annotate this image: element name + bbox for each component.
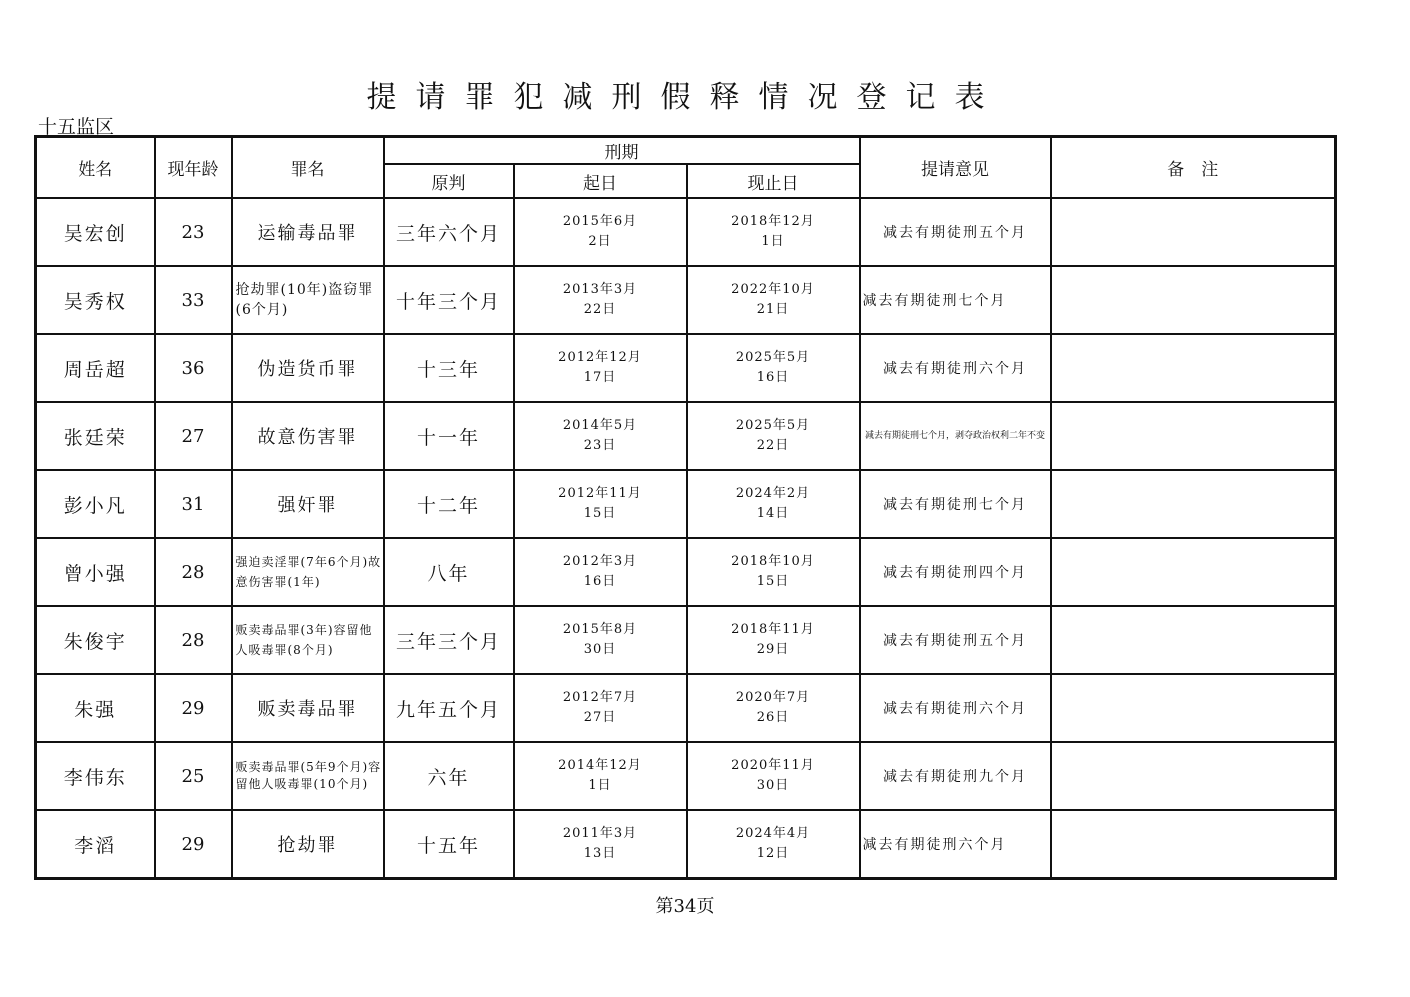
- table-row: [36, 674, 1336, 742]
- cell-end: [687, 742, 860, 810]
- prison-area-label: 十五监区: [38, 116, 115, 138]
- table-row: [36, 198, 1336, 266]
- cell-original: 十二年: [384, 470, 514, 538]
- cell-name: 朱强: [36, 674, 155, 742]
- start-month: 2012年11月: [558, 486, 642, 501]
- header-opinion: 提请意见: [860, 137, 1051, 199]
- cell-remark: [1051, 470, 1336, 538]
- cell-original: 三年三个月: [384, 606, 514, 674]
- cell-opinion: 减去有期徒刑七个月，剥夺政治权利二年不变: [860, 402, 1051, 470]
- cell-name: 朱俊宇: [36, 606, 155, 674]
- end-day: 21日: [756, 302, 790, 317]
- header-age: 现年龄: [155, 137, 232, 199]
- cell-age: 23: [155, 198, 232, 266]
- cell-name: 李伟东: [36, 742, 155, 810]
- end-month: 2025年5月: [735, 418, 811, 433]
- cell-age: 29: [155, 810, 232, 879]
- cell-opinion: 减去有期徒刑六个月: [860, 674, 1051, 742]
- start-day: 2日: [588, 234, 612, 249]
- cell-original: 十年三个月: [384, 266, 514, 334]
- cell-original: 三年六个月: [384, 198, 514, 266]
- cell-start: [514, 810, 687, 879]
- table-row: [36, 334, 1336, 402]
- page-title: 提请罪犯减刑假释情况登记表: [366, 80, 1004, 115]
- end-month: 2018年10月: [731, 554, 815, 569]
- cell-remark: [1051, 334, 1336, 402]
- start-day: 17日: [583, 370, 617, 385]
- start-day: 22日: [583, 302, 617, 317]
- cell-start: [514, 538, 687, 606]
- cell-end: [687, 810, 860, 879]
- cell-age: 33: [155, 266, 232, 334]
- header-original: 原判: [384, 164, 514, 198]
- end-day: 26日: [756, 710, 790, 725]
- cell-start: [514, 674, 687, 742]
- cell-end: [687, 334, 860, 402]
- cell-age: 28: [155, 538, 232, 606]
- cell-remark: [1051, 402, 1336, 470]
- cell-age: 29: [155, 674, 232, 742]
- cell-name: 周岳超: [36, 334, 155, 402]
- cell-opinion: 减去有期徒刑七个月: [860, 470, 1051, 538]
- start-month: 2014年5月: [562, 418, 638, 433]
- cell-crime: 抢劫罪: [232, 810, 384, 879]
- cell-opinion: 减去有期徒刑四个月: [860, 538, 1051, 606]
- cell-end: [687, 538, 860, 606]
- cell-name: 曾小强: [36, 538, 155, 606]
- cell-crime: 贩卖毒品罪(5年9个月)容留他人吸毒罪(10个月): [232, 742, 384, 810]
- end-day: 15日: [756, 574, 790, 589]
- start-day: 30日: [583, 642, 617, 657]
- table-row: [36, 538, 1336, 606]
- header-remark: 备 注: [1051, 137, 1336, 199]
- header-name: 姓名: [36, 137, 155, 199]
- cell-age: 27: [155, 402, 232, 470]
- cell-crime: 故意伤害罪: [232, 402, 384, 470]
- end-month: 2025年5月: [735, 350, 811, 365]
- cell-opinion: 减去有期徒刑六个月: [860, 810, 1051, 879]
- cell-crime: 运输毒品罪: [232, 198, 384, 266]
- cell-crime: 伪造货币罪: [232, 334, 384, 402]
- header-start: 起日: [514, 164, 687, 198]
- end-day: 12日: [756, 846, 790, 861]
- cell-original: 六年: [384, 742, 514, 810]
- cell-end: [687, 402, 860, 470]
- start-day: 16日: [583, 574, 617, 589]
- end-day: 1日: [761, 234, 785, 249]
- table-row: [36, 470, 1336, 538]
- cell-original: 十五年: [384, 810, 514, 879]
- cell-remark: [1051, 742, 1336, 810]
- end-month: 2018年12月: [731, 214, 815, 229]
- cell-start: [514, 742, 687, 810]
- header-crime: 罪名: [232, 137, 384, 199]
- end-day: 29日: [756, 642, 790, 657]
- end-month: 2024年2月: [735, 486, 811, 501]
- start-month: 2011年3月: [562, 826, 638, 841]
- cell-crime: 贩卖毒品罪: [232, 674, 384, 742]
- cell-name: 张廷荣: [36, 402, 155, 470]
- end-month: 2020年7月: [735, 690, 811, 705]
- start-day: 13日: [583, 846, 617, 861]
- cell-opinion: 减去有期徒刑六个月: [860, 334, 1051, 402]
- cell-remark: [1051, 538, 1336, 606]
- table-row: [36, 266, 1336, 334]
- end-month: 2018年11月: [731, 622, 815, 637]
- start-month: 2012年3月: [562, 554, 638, 569]
- cell-age: 31: [155, 470, 232, 538]
- cell-end: [687, 606, 860, 674]
- cell-age: 36: [155, 334, 232, 402]
- cell-remark: [1051, 810, 1336, 879]
- cell-name: 吴宏创: [36, 198, 155, 266]
- start-month: 2014年12月: [558, 758, 642, 773]
- start-month: 2012年7月: [562, 690, 638, 705]
- cell-original: 十三年: [384, 334, 514, 402]
- start-month: 2015年6月: [562, 214, 638, 229]
- cell-remark: [1051, 674, 1336, 742]
- page-number: 第34页: [655, 896, 715, 917]
- end-day: 22日: [756, 438, 790, 453]
- cell-start: [514, 334, 687, 402]
- cell-end: [687, 470, 860, 538]
- cell-original: 九年五个月: [384, 674, 514, 742]
- start-day: 27日: [583, 710, 617, 725]
- end-day: 16日: [756, 370, 790, 385]
- cell-name: 彭小凡: [36, 470, 155, 538]
- cell-end: [687, 266, 860, 334]
- register-table: [34, 135, 1337, 880]
- cell-start: [514, 198, 687, 266]
- cell-name: 吴秀权: [36, 266, 155, 334]
- start-month: 2015年8月: [562, 622, 638, 637]
- cell-age: 28: [155, 606, 232, 674]
- cell-original: 十一年: [384, 402, 514, 470]
- cell-remark: [1051, 198, 1336, 266]
- cell-start: [514, 266, 687, 334]
- cell-end: [687, 198, 860, 266]
- end-day: 14日: [756, 506, 790, 521]
- cell-opinion: 减去有期徒刑九个月: [860, 742, 1051, 810]
- start-month: 2013年3月: [562, 282, 638, 297]
- end-day: 30日: [756, 778, 790, 793]
- cell-opinion: 减去有期徒刑五个月: [860, 198, 1051, 266]
- header-end: 现止日: [687, 164, 860, 198]
- start-day: 23日: [583, 438, 617, 453]
- cell-start: [514, 402, 687, 470]
- end-month: 2022年10月: [731, 282, 815, 297]
- cell-crime: 抢劫罪(10年)盗窃罪(6个月): [232, 266, 384, 334]
- end-month: 2020年11月: [731, 758, 815, 773]
- cell-end: [687, 674, 860, 742]
- cell-opinion: 减去有期徒刑七个月: [860, 266, 1051, 334]
- table-row: [36, 742, 1336, 810]
- cell-remark: [1051, 606, 1336, 674]
- cell-crime: 强迫卖淫罪(7年6个月)故意伤害罪(1年): [232, 538, 384, 606]
- cell-crime: 贩卖毒品罪(3年)容留他人吸毒罪(8个月): [232, 606, 384, 674]
- table-row: [36, 810, 1336, 879]
- header-term-group: 刑期: [384, 137, 860, 165]
- cell-start: [514, 470, 687, 538]
- table-row: [36, 402, 1336, 470]
- cell-remark: [1051, 266, 1336, 334]
- end-month: 2024年4月: [735, 826, 811, 841]
- cell-start: [514, 606, 687, 674]
- cell-crime: 强奸罪: [232, 470, 384, 538]
- start-day: 1日: [588, 778, 612, 793]
- start-month: 2012年12月: [558, 350, 642, 365]
- table-row: [36, 606, 1336, 674]
- cell-name: 李滔: [36, 810, 155, 879]
- cell-original: 八年: [384, 538, 514, 606]
- cell-opinion: 减去有期徒刑五个月: [860, 606, 1051, 674]
- start-day: 15日: [583, 506, 617, 521]
- cell-age: 25: [155, 742, 232, 810]
